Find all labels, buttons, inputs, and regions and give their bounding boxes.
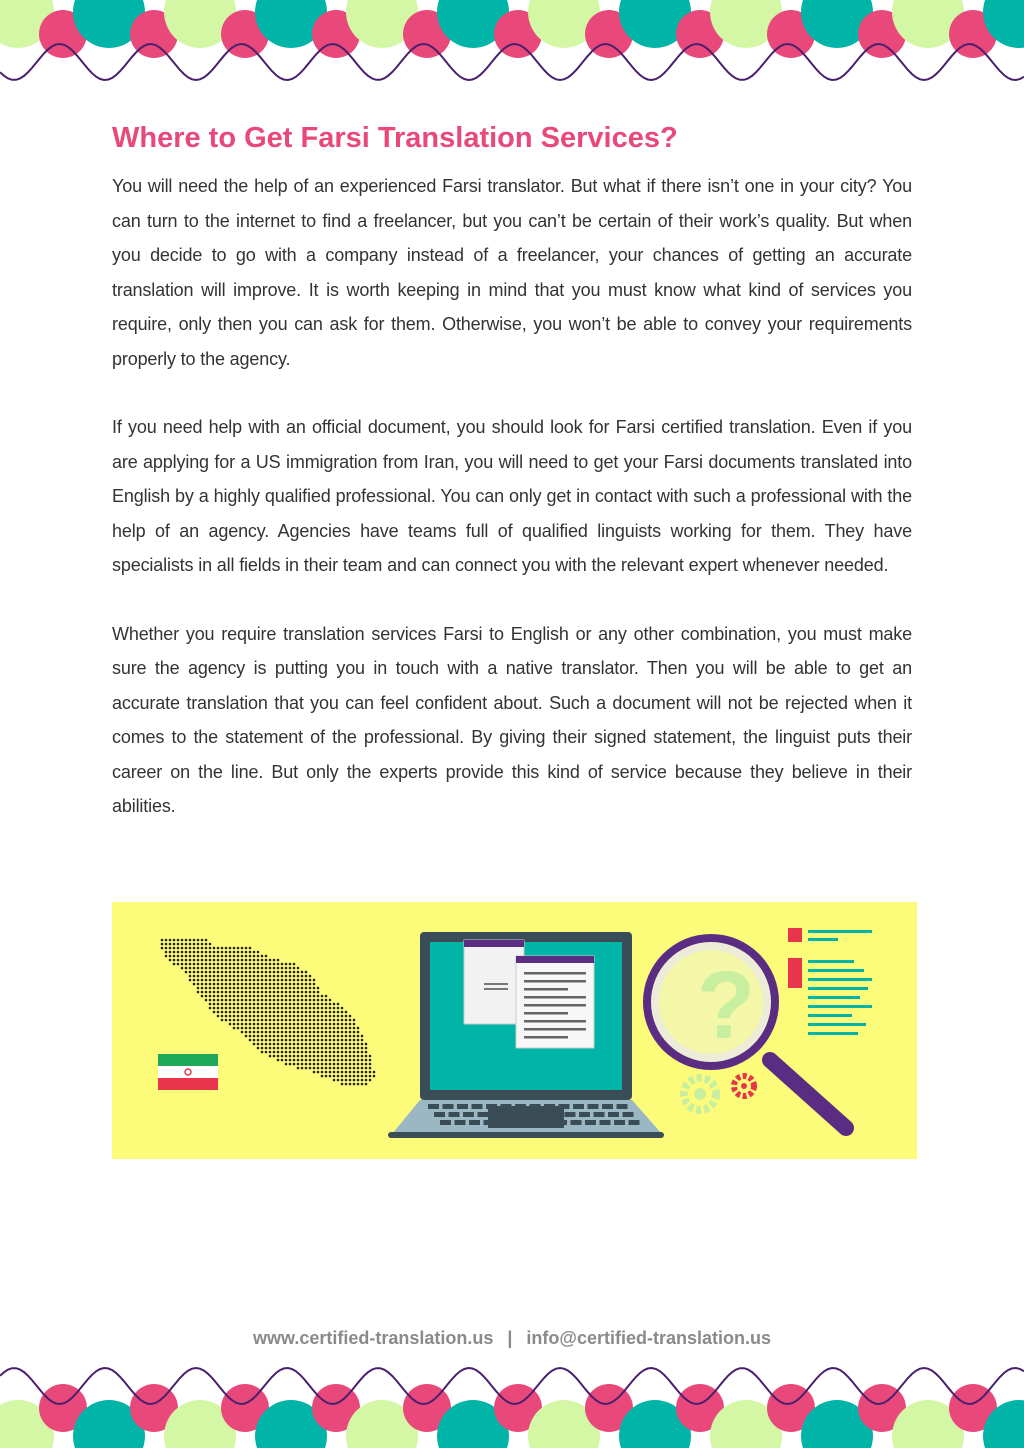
translation-illustration [112,902,917,1159]
email-link[interactable]: info@certified-translation.us [526,1328,771,1348]
paragraph-1: You will need the help of an experienced Farsi translator. But what if there isn’t one in your city? You can turn to the internet to find a freelancer, but you can’t be certain of their work’s quality. But when you decide to go with a company instead of a freelancer, your chances of getting an accurate translation will improve. It is worth keeping in mind that you must know what kind of services you require, only then you can ask for them. Otherwise, you won’t be able to convey your requirements properly to the agency. [112,176,912,369]
article [112,122,912,858]
footer-separator: | [507,1328,513,1348]
paragraph-3: Whether you require translation services Farsi to English or any other combination, you must make sure the agency is putting you in touch with a native translator. Then you will be able to get an accurate translation that you can feel confident about. Such a document will not be rejected when it comes to the statement of the professional. By giving their signed statement, the linguist puts their career on the line. But only the experts provide this kind of service because they believe in their abilities. [112,623,912,817]
text-lines-icon [788,928,872,1035]
gear-icon [684,1076,754,1110]
iran-flag-icon [158,1054,218,1090]
footer [0,1328,1024,1349]
website-link[interactable]: www.certified-translation.us [253,1328,494,1348]
bottom-decorative-border [0,1358,1024,1448]
page-title: Where to Get Farsi Translation Services? [112,122,678,154]
paragraph-2: If you need help with an official document, you should look for Farsi certified translation. Even if you are applying for a US immigration from Iran, you will need to get your Farsi documents translated into English by a highly qualified professional. You can only get in contact with such a professional with the help of an agency. Agencies have teams full of qualified linguists working for them. They have specialists in all fields in their team and can connect you with the relevant expert whenever needed. [112,417,912,576]
question-mark-icon: ? [696,952,756,1059]
top-decorative-border [0,0,1024,90]
